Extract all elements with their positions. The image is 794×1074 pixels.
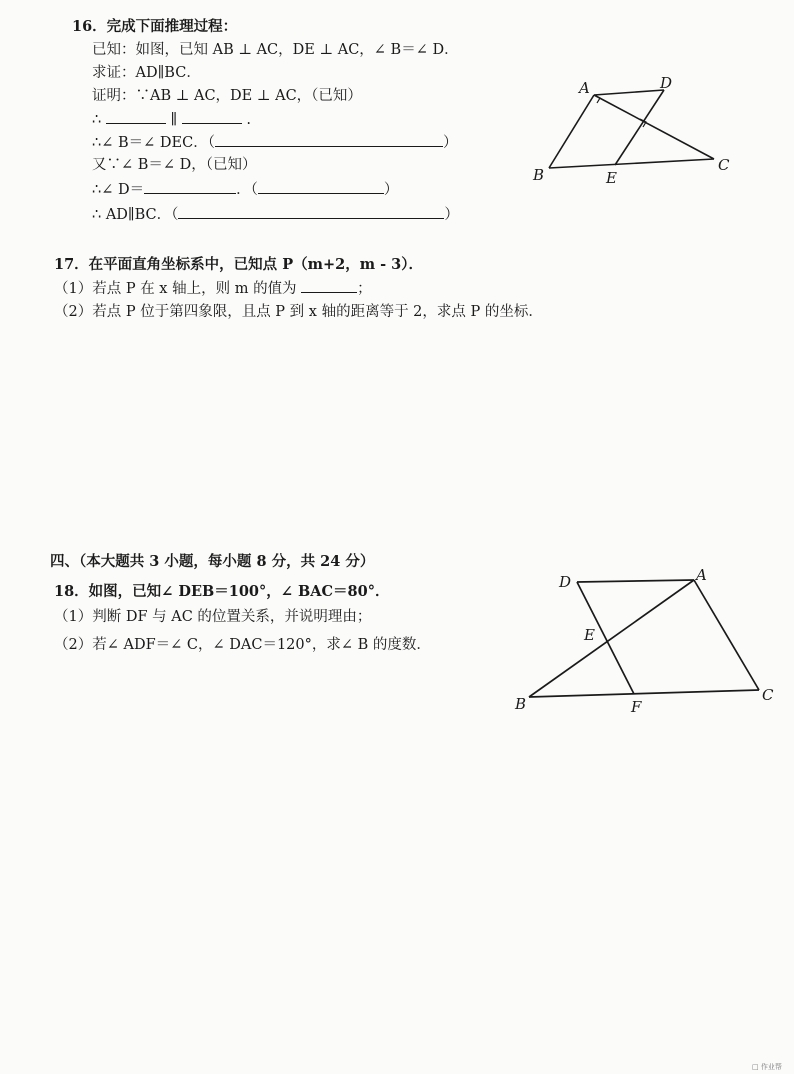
segment-BC xyxy=(529,690,759,697)
segment-BC xyxy=(549,159,714,168)
therefore-symbol: ∴ xyxy=(92,112,102,128)
q18-part1: （1）判断 DF 与 AC 的位置关系，并说明理由； xyxy=(54,609,372,625)
segment-BA xyxy=(529,580,694,697)
section-4-heading: 四、（本大题共 3 小题，每小题 8 分，共 24 分） xyxy=(50,553,375,570)
q18-label-A: A xyxy=(696,566,707,584)
proof-5-mid: ．（ xyxy=(236,182,258,198)
parallel-symbol: ∥ xyxy=(170,112,178,128)
q16-figure xyxy=(549,90,714,168)
q16-title: 16．完成下面推理过程： xyxy=(72,18,238,35)
proof-6-text: ∴ AD∥BC．（ xyxy=(92,207,179,223)
q16-label-A: A xyxy=(579,79,590,97)
semicolon: ； xyxy=(357,281,372,297)
segment-AC xyxy=(694,580,759,690)
close-paren: ） xyxy=(444,207,459,223)
q16-label-B: B xyxy=(533,166,545,184)
close-paren: ） xyxy=(383,182,399,198)
q18-label-D: D xyxy=(559,573,572,591)
q18-label-B: B xyxy=(515,695,527,713)
q16-label-D: D xyxy=(660,74,673,92)
period: . xyxy=(246,112,251,128)
proof-5-text: ∴∠ D＝ xyxy=(92,182,145,198)
segment-DA xyxy=(577,580,694,582)
q16-proof-line-4: 又∵∠ B＝∠ D，（已知） xyxy=(92,157,257,173)
segment-AB xyxy=(549,95,594,168)
q18-label-F: F xyxy=(631,698,642,716)
q17-title: 17．在平面直角坐标系中，已知点 P（m+2，m - 3）． xyxy=(54,256,424,273)
q16-prove: 求证：AD∥BC． xyxy=(92,65,201,81)
q16-proof-line-1: 证明：∵AB ⊥ AC，DE ⊥ AC，（已知） xyxy=(92,88,362,104)
q16-label-C: C xyxy=(718,156,730,174)
q18-label-C: C xyxy=(762,686,774,704)
q17-part1-text: （1）若点 P 在 x 轴上，则 m 的值为 xyxy=(54,281,297,297)
close-paren: ） xyxy=(442,135,458,151)
q17-part2: （2）若点 P 位于第四象限，且点 P 到 x 轴的距离等于 2，求点 P 的坐标． xyxy=(54,304,543,320)
proof-3-text: ∴∠ B＝∠ DEC．（ xyxy=(92,135,215,151)
q18-figure xyxy=(529,580,759,697)
q18-label-E: E xyxy=(584,626,595,644)
q16-given: 已知：如图，已知 AB ⊥ AC，DE ⊥ AC，∠ B＝∠ D． xyxy=(92,42,459,58)
q18-title: 18．如图，已知∠ DEB＝100°，∠ BAC＝80°． xyxy=(54,583,390,600)
segment-AD xyxy=(594,90,664,95)
q16-label-E: E xyxy=(606,169,617,187)
q18-part2: （2）若∠ ADF＝∠ C，∠ DAC＝120°，求∠ B 的度数． xyxy=(54,637,431,653)
segment-DE xyxy=(615,90,664,165)
watermark-logo: □ 作业帮 xyxy=(752,1063,782,1071)
